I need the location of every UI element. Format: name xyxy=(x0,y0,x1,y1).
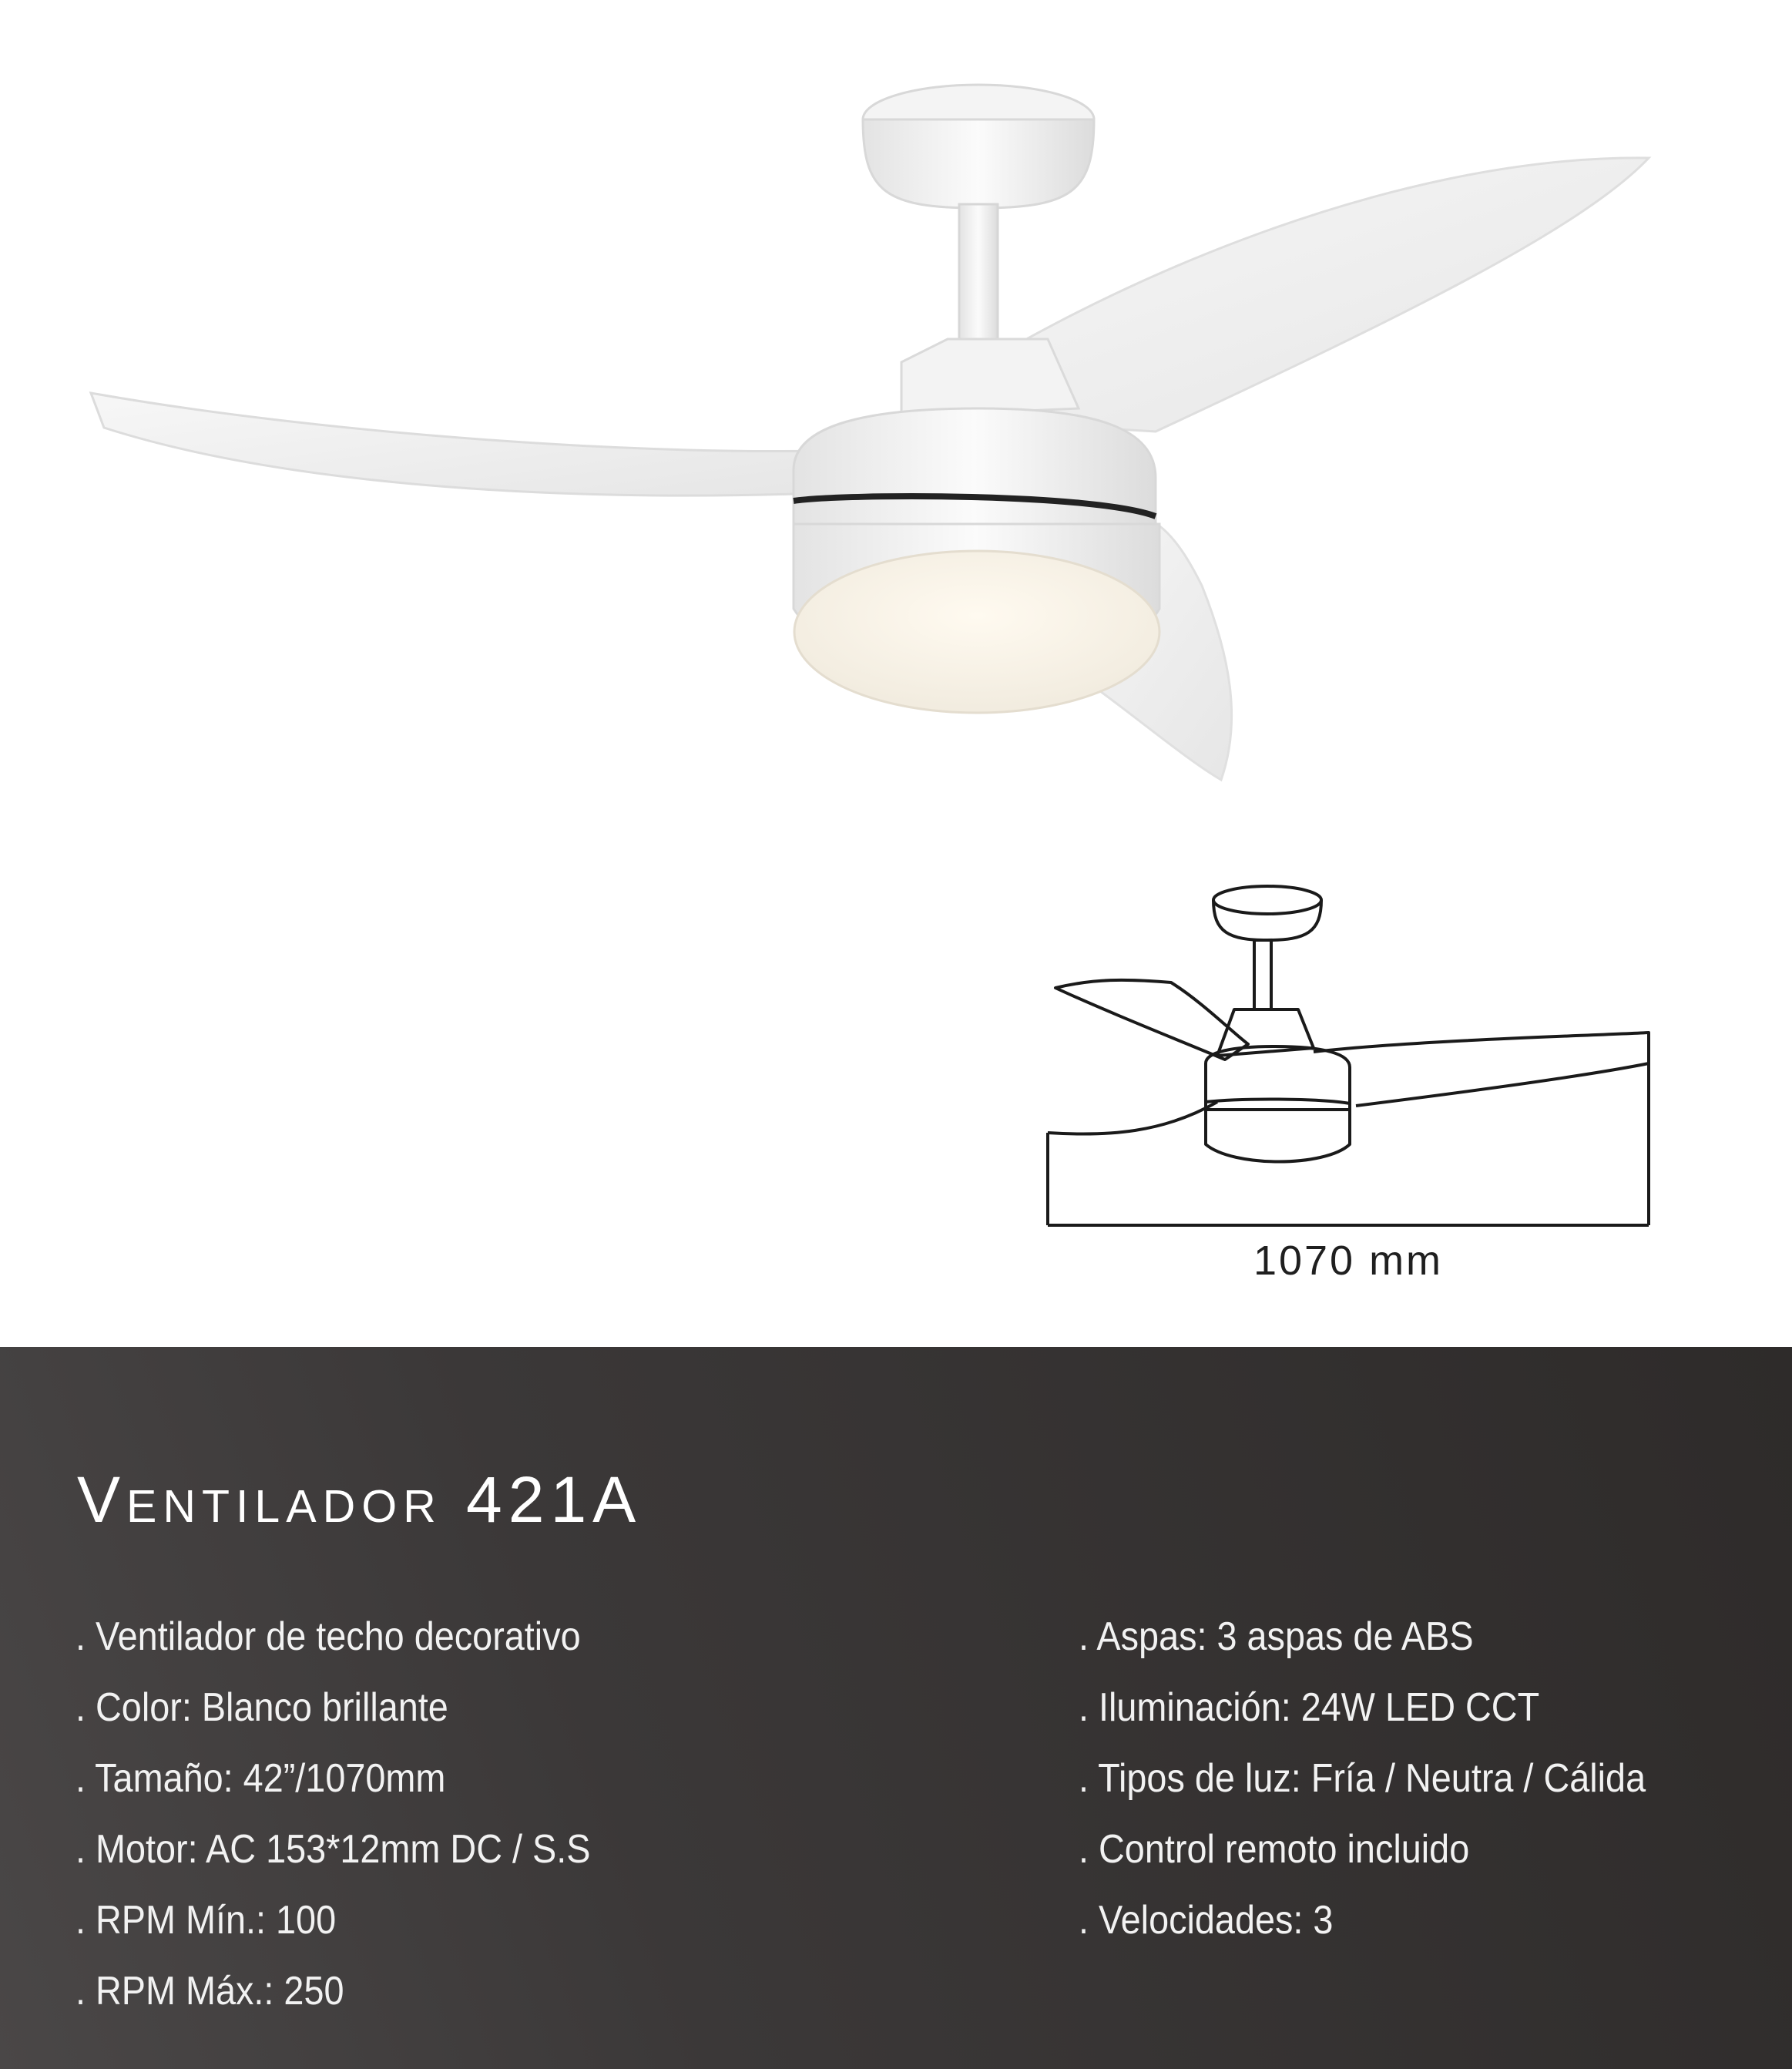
spec-list-left xyxy=(76,1601,648,2027)
spec-item: . Aspas: 3 aspas de ABS xyxy=(1079,1614,1474,1659)
spec-item: . Velocidades: 3 xyxy=(1079,1898,1334,1943)
spec-item: . Color: Blanco brillante xyxy=(76,1685,448,1730)
spec-item: . Tipos de luz: Fría / Neutra / Cálida xyxy=(1079,1756,1646,1801)
ceiling-fan-image xyxy=(0,0,1792,817)
spec-panel xyxy=(0,1347,1792,2069)
fan-dimension-diagram xyxy=(1032,878,1664,1233)
spec-item: . Control remoto incluido xyxy=(1079,1827,1470,1872)
diameter-label: 1070 mm xyxy=(1253,1238,1444,1284)
spec-item: . RPM Mín.: 100 xyxy=(76,1898,337,1943)
spec-item: . Iluminación: 24W LED CCT xyxy=(1079,1685,1540,1730)
spec-item: . Ventilador de techo decorativo xyxy=(76,1614,581,1659)
spec-list-right xyxy=(1079,1601,1709,1956)
spec-item: . RPM Máx.: 250 xyxy=(76,1969,344,2014)
spec-item: . Tamaño: 42”/1070mm xyxy=(76,1756,446,1801)
spec-item: . Motor: AC 153*12mm DC / S.S xyxy=(76,1827,591,1872)
product-title: Ventilador 421A xyxy=(77,1463,643,1536)
